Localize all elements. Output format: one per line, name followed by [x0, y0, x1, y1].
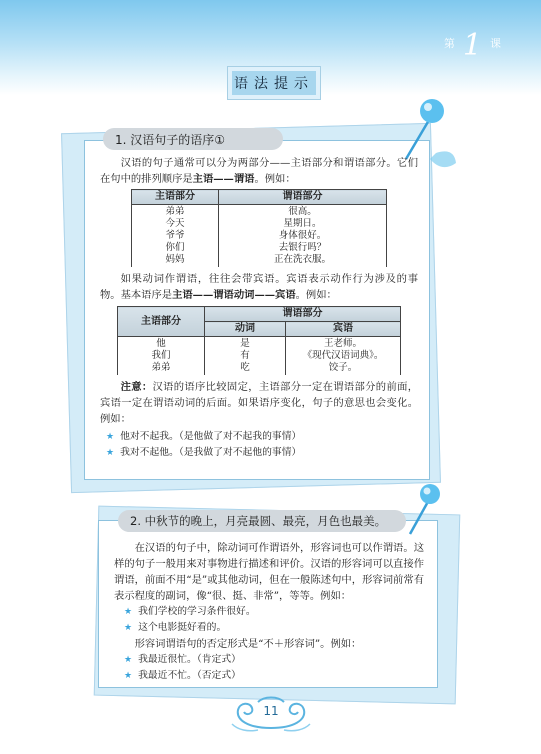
banner-title: 语法提示 [232, 71, 316, 95]
section2-body [114, 540, 424, 684]
example-item: ★ 我最近很忙。（肯定式） [124, 654, 241, 665]
star-icon: ★ [124, 607, 133, 617]
lesson-number: 1 [462, 28, 484, 63]
grammar-banner [227, 66, 321, 100]
example-item: ★ 他对不起我。（是他做了对不起我的事情） [106, 431, 302, 442]
table2-subjects: 他 我们 弟弟 [118, 337, 205, 376]
example-item: ★ 我对不起他。（是我做了对不起他的事情） [106, 447, 302, 458]
section1-para1: 汉语的句子通常可以分为两部分——主语部分和谓语部分。它们在句中的排列顺序是主语——谓语。例如： [100, 157, 418, 185]
table-svo [117, 306, 401, 375]
table2-objects: 王老师。 《现代汉语词典》。 饺子。 [286, 337, 401, 376]
note-label: 注意： [120, 381, 153, 393]
star-icon: ★ [124, 655, 133, 665]
table2-header-object: 宾语 [286, 322, 401, 337]
example-item: ★ 我们学校的学习条件很好。 [124, 606, 256, 617]
example-item: ★ 这个电影挺好看的。 [124, 622, 227, 633]
table1-header-subject: 主语部分 [132, 190, 219, 205]
pushpin-icon [400, 478, 470, 548]
section1-para2: 如果动词作谓语，往往会带宾语。宾语表示动作行为涉及的事物。基本语序是主语——谓语动词——宾语。例如： [100, 273, 418, 301]
star-icon: ★ [106, 432, 115, 442]
section2-examples2 [124, 652, 424, 684]
table1-header-predicate: 谓语部分 [219, 190, 387, 205]
star-icon: ★ [124, 671, 133, 681]
lesson-label [444, 28, 503, 63]
section2-examples1 [124, 604, 424, 636]
page-number: 11 [263, 704, 279, 718]
table1-subjects: 弟弟 今天 爷爷 你们 妈妈 [132, 205, 219, 268]
section-title-2: 2. 中秋节的晚上，月亮最圆、最亮，月色也最美。 [118, 510, 406, 532]
section1-note: 注意：汉语的语序比较固定，主语部分一定在谓语部分的前面，宾语一定在谓语动词的后面。如果语序变化，句子的意思也会变化。例如： [100, 381, 419, 425]
table1-predicates: 很高。 星期日。 身体很好。 去银行吗？ 正在洗衣服。 [219, 205, 387, 268]
section1-body [100, 155, 418, 461]
star-icon: ★ [124, 623, 133, 633]
section2-para1: 在汉语的句子中，除动词可作谓语外，形容词也可以作谓语。这样的句子一般用来对事物进行描述和评价。汉语的形容词可以直接作谓语，前面不用“是”或其他动词，但在一般陈述句中，形容词前常有表示程度的副词，像“很、挺、非常”，等等。例如： [114, 542, 424, 602]
table-subject-predicate [131, 189, 387, 267]
table2-header-verb: 动词 [205, 322, 286, 337]
section1-examples [106, 429, 418, 461]
lesson-prefix: 第 [443, 37, 457, 50]
example-item: ★ 我最近不忙。（否定式） [124, 670, 241, 681]
lesson-suffix: 课 [490, 37, 503, 50]
table2-header-subject: 主语部分 [118, 307, 205, 337]
table2-header-predicate: 谓语部分 [205, 307, 401, 322]
table2-verbs: 是 有 吃 [205, 337, 286, 376]
star-icon: ★ [106, 448, 115, 458]
section-title-1: 1. 汉语句子的语序① [103, 128, 283, 150]
section2-para2: 形容词谓语句的否定形式是“不＋形容词”。例如： [134, 638, 362, 650]
